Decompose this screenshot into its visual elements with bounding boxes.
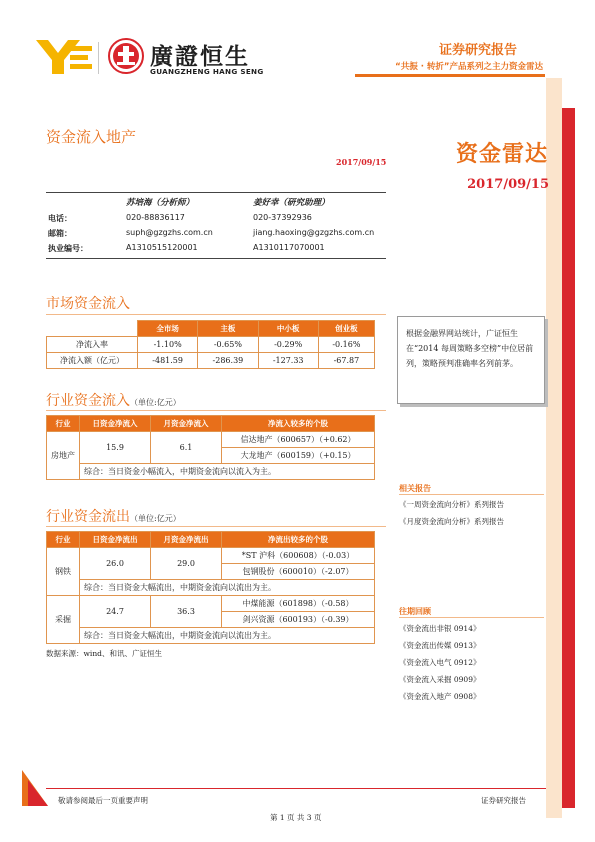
past-review-item[interactable]: 《资金流出非银 0914》 <box>399 624 481 633</box>
brand-name-en: GUANGZHENG HANG SENG <box>150 67 264 76</box>
outflow-unit: （单位:亿元） <box>130 514 181 523</box>
outflow-section-title <box>46 506 181 526</box>
table-header-cell: 月资金净流出 <box>151 532 222 548</box>
table-cell: -127.33 <box>258 353 318 369</box>
table-row-summary <box>47 464 375 480</box>
email-label: 邮箱： <box>48 228 72 238</box>
related-reports-title: 相关报告 <box>399 483 431 493</box>
table-cell-industry: 房地产 <box>47 432 80 480</box>
past-divider <box>399 617 544 618</box>
report-series: “共振 · 转折”产品系列之主力资金雷达 <box>395 62 543 72</box>
table-cell: -0.65% <box>198 337 258 353</box>
table-header-cell: 创业板 <box>318 321 374 337</box>
radar-date: 2017/09/15 <box>467 177 549 192</box>
header-accent-bar <box>355 74 545 77</box>
table-cell: 大龙地产（600159）（+0.15） <box>222 448 375 464</box>
table-row <box>47 337 375 353</box>
table-row <box>47 432 375 448</box>
table-header-cell: 主板 <box>198 321 258 337</box>
analyst-2-phone: 020-37392936 <box>253 213 312 222</box>
table-cell-summary: 综合：当日资金小幅流入，中期资金流向以流入为主。 <box>80 464 375 480</box>
market-table <box>46 320 375 369</box>
past-review-item[interactable]: 《资金流出传媒 0913》 <box>399 641 481 650</box>
footer-line <box>46 788 546 789</box>
analyst-2-name: 姜好幸（研究助理） <box>253 198 330 208</box>
side-red-bar <box>562 108 575 808</box>
footer-corner-icon <box>22 770 52 810</box>
market-title-text: 市场资金流入 <box>46 296 130 312</box>
market-section-title <box>46 293 130 313</box>
table-cell: -67.87 <box>318 353 374 369</box>
logo-mark-icon <box>36 40 94 78</box>
table-header-cell: 日资金净流出 <box>80 532 151 548</box>
outflow-title-text: 行业资金流出 <box>46 509 130 525</box>
highlight-text: 根据金融界网站统计，广证恒生在“2014 每周策略多空榜”中位居前列，策略预判准确率名列前茅。 <box>406 329 534 368</box>
table-cell: -286.39 <box>198 353 258 369</box>
inflow-section-title <box>46 390 181 410</box>
related-divider <box>399 494 544 495</box>
table-cell: -0.29% <box>258 337 318 353</box>
table-cell: 净流入额（亿元） <box>47 353 138 369</box>
table-cell: 36.3 <box>151 596 222 628</box>
analyst-divider-top <box>46 192 386 193</box>
table-cell: 包钢股份（600010）（-2.07） <box>222 564 375 580</box>
table-header-cell: 月资金净流入 <box>151 416 222 432</box>
outflow-table <box>46 531 375 644</box>
table-cell-summary: 综合：当日资金大幅流出，中期资金流向以流出为主。 <box>80 628 375 644</box>
analyst-divider-bottom <box>46 258 386 259</box>
table-cell: 中煤能源（601898）（-0.58） <box>222 596 375 612</box>
footer-disclaimer: 敬请参阅最后一页重要声明 <box>58 796 148 805</box>
analyst-1-license: A1310515120001 <box>126 243 198 252</box>
table-cell: 26.0 <box>80 548 151 580</box>
market-section-line <box>46 314 386 315</box>
logo-separator <box>98 42 99 74</box>
table-header-cell: 日资金净流入 <box>80 416 151 432</box>
analyst-2-email[interactable]: jiang.haoxing@gzgzhs.com.cn <box>253 228 375 237</box>
license-label: 执业编号： <box>48 243 88 253</box>
table-row <box>47 353 375 369</box>
past-review-item[interactable]: 《资金流入电气 0912》 <box>399 658 481 667</box>
table-row <box>47 596 375 612</box>
analyst-1-phone: 020-88836117 <box>126 213 185 222</box>
table-header-cell: 净流出较多的个股 <box>222 532 375 548</box>
table-row-summary <box>47 580 375 596</box>
report-type: 证券研究报告 <box>438 43 517 58</box>
document-title: 资金流入地产 <box>46 128 137 146</box>
document-date-small: 2017/09/15 <box>336 157 387 167</box>
table-cell: 29.0 <box>151 548 222 580</box>
past-review-item[interactable]: 《资金流入地产 0908》 <box>399 692 481 701</box>
table-cell: *ST 沪科（600608）（-0.03） <box>222 548 375 564</box>
table-header-cell: 行业 <box>47 416 80 432</box>
table-cell: 6.1 <box>151 432 222 464</box>
inflow-unit: （单位:亿元） <box>130 398 181 407</box>
table-cell: -0.16% <box>318 337 374 353</box>
brand-emblem-icon <box>108 38 144 78</box>
past-review-item[interactable]: 《资金流入采掘 0909》 <box>399 675 481 684</box>
brand-name-cn: 廣證恒生 <box>150 44 250 70</box>
table-cell: 信达地产（600657）（+0.62） <box>222 432 375 448</box>
table-header-row <box>47 321 375 337</box>
table-header-cell <box>47 321 138 337</box>
related-report-item[interactable]: 《一周资金流向分析》系列报告 <box>399 500 504 509</box>
table-header-cell: 行业 <box>47 532 80 548</box>
related-report-item[interactable]: 《月度资金流向分析》系列报告 <box>399 517 504 526</box>
outflow-section-line <box>46 526 386 527</box>
table-cell-summary: 综合：当日资金大幅流出，中期资金流向以流出为主。 <box>80 580 375 596</box>
table-cell: -1.10% <box>138 337 198 353</box>
table-row <box>47 548 375 564</box>
analyst-1-email[interactable]: suph@gzgzhs.com.cn <box>126 228 213 237</box>
table-header-cell: 中小板 <box>258 321 318 337</box>
highlight-box <box>397 316 545 404</box>
page-number: 第 1 页 共 3 页 <box>270 813 322 822</box>
inflow-title-text: 行业资金流入 <box>46 393 130 409</box>
table-cell: 15.9 <box>80 432 151 464</box>
table-cell-industry: 钢铁 <box>47 548 80 596</box>
table-cell: -481.59 <box>138 353 198 369</box>
inflow-table <box>46 415 375 480</box>
radar-title: 资金雷达 <box>455 142 548 167</box>
phone-label: 电话： <box>48 213 72 223</box>
table-row-summary <box>47 628 375 644</box>
analyst-2-license: A1310117070001 <box>253 243 325 252</box>
table-cell: 净流入率 <box>47 337 138 353</box>
table-header-row <box>47 532 375 548</box>
footer-label: 证券研究报告 <box>481 796 526 805</box>
table-cell: 24.7 <box>80 596 151 628</box>
inflow-section-line <box>46 410 386 411</box>
table-header-row <box>47 416 375 432</box>
past-reviews-title: 往期回顾 <box>399 606 431 616</box>
table-cell-industry: 采掘 <box>47 596 80 644</box>
data-source: 数据来源：wind、和讯、广证恒生 <box>46 649 162 658</box>
analyst-1-name: 苏培海（分析师） <box>126 198 195 208</box>
table-cell: 剑兴资源（600193）（-0.39） <box>222 612 375 628</box>
table-header-cell: 净流入较多的个股 <box>222 416 375 432</box>
table-header-cell: 全市场 <box>138 321 198 337</box>
